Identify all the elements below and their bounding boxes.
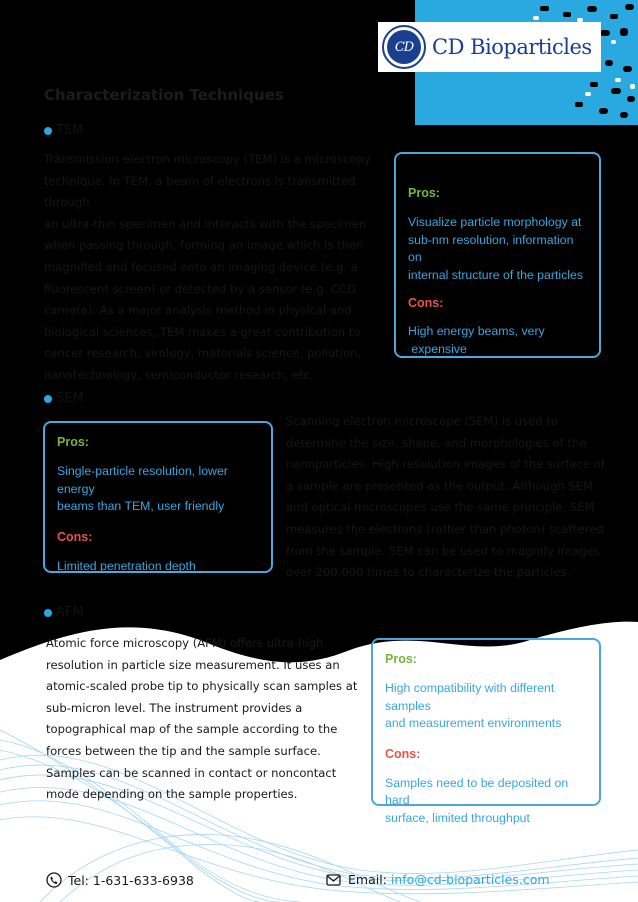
text-line: expensive — [408, 341, 467, 356]
pros-label: Pros: — [385, 652, 417, 666]
cons-label: Cons: — [57, 529, 93, 544]
text-line: surface, limited throughput — [385, 810, 530, 825]
text-line: fluorescent screen) or detected by a sensor (e.g. CCD — [44, 281, 357, 296]
text-line: topographical map of the sample according to the — [46, 722, 338, 737]
sem-description — [286, 411, 616, 584]
text-line: Samples need to be deposited on hard — [385, 775, 569, 807]
pros-label: Pros: — [57, 435, 89, 449]
email-link[interactable]: info@cd-bioparticles.com — [390, 872, 550, 887]
text-line: cancer research, virology, materials science, pollution, — [44, 346, 362, 361]
logo-mark: CD — [387, 30, 421, 64]
phone-icon — [46, 872, 62, 888]
phone-number[interactable]: Tel: 1-631-633-6938 — [68, 872, 194, 888]
text-line: atomic-scaled probe tip to physically scan samples at — [46, 679, 358, 694]
cons-text — [57, 558, 259, 576]
logo-emblem — [382, 25, 426, 69]
bullet-icon — [44, 395, 52, 403]
text-line: Single-particle resolution, lower energy — [57, 464, 228, 496]
section-heading-label: AFM — [56, 605, 84, 620]
bullet-icon — [44, 609, 52, 617]
text-line: an ultra-thin specimen and interacts with the specimen — [44, 216, 367, 231]
text-line: Atomic force microscopy (AFM) offers ultra-high — [46, 636, 324, 650]
text-line: nanotechnology, semiconductor research, etc. — [44, 367, 314, 382]
text-line: High energy beams, very — [408, 324, 545, 338]
section-heading-tem — [44, 123, 83, 138]
afm-description — [46, 633, 366, 806]
text-line: technique. In TEM, a beam of electrons is transmitted through — [44, 173, 356, 210]
text-line: sub-micron level. The instrument provides a — [46, 700, 303, 715]
cons-text — [385, 775, 587, 828]
text-line: Samples can be scanned in contact or noncontact — [46, 765, 337, 780]
text-line: Limited penetration depth — [57, 558, 196, 573]
sem-pros-cons-box — [43, 421, 273, 573]
text-line: resolution in particle size measurement. It uses an — [46, 657, 340, 672]
pros-text — [408, 214, 587, 284]
text-line: forces between the tip and the sample surface. — [46, 743, 321, 758]
text-line: when passing through, forming an image which is then — [44, 238, 364, 253]
afm-pros-cons-box — [371, 638, 601, 825]
text-line: and optical microscopes use the same principle, SEM — [286, 500, 595, 515]
section-heading-sem — [44, 391, 84, 406]
pros-text — [57, 463, 259, 516]
text-line: determine the size, shape, and morphologies of the — [286, 435, 587, 450]
footer-email — [326, 872, 550, 887]
email-label: Email: — [348, 872, 391, 887]
section-heading-label: TEM — [56, 123, 84, 138]
text-line: sub-nm resolution, information on — [408, 232, 574, 264]
section-heading-afm — [44, 605, 84, 620]
footer-phone — [46, 872, 194, 888]
text-line: measures the electrons (rather than photon) scattered — [286, 521, 604, 536]
cons-label: Cons: — [385, 746, 421, 761]
pros-text — [385, 680, 587, 733]
envelope-icon — [326, 874, 341, 886]
text-line: Transmission electron microscopy (TEM) is a microscopy — [44, 152, 371, 166]
tem-description — [44, 149, 394, 387]
text-line: over 200,000 times to characterize the particles. — [286, 565, 571, 580]
text-line: from the sample. SEM can be used to magnify images — [286, 543, 600, 558]
text-line: camera). As a major analysis method in physical and — [44, 303, 352, 318]
text-line: internal structure of the particles — [408, 267, 583, 282]
text-line: a sample are presented as the output. Although SEM — [286, 478, 594, 493]
text-line: magnified and focused onto an imaging device (e.g. a — [44, 259, 358, 274]
cons-text — [408, 323, 587, 358]
tem-pros-cons-box — [394, 152, 601, 358]
text-line: beams than TEM, user friendly — [57, 499, 225, 513]
bullet-icon — [44, 127, 52, 135]
text-line: and measurement environments — [385, 716, 562, 730]
text-line: High compatibility with different samples — [385, 681, 555, 713]
cons-label: Cons: — [408, 296, 444, 310]
section-heading-label: SEM — [56, 391, 84, 406]
brand-name: CD Bioparticles — [432, 35, 592, 59]
text-line: Scanning electron microscope (SEM) is used to — [286, 414, 558, 428]
pros-label: Pros: — [408, 186, 440, 200]
brand-logo — [378, 22, 601, 72]
text-line: Visualize particle morphology at — [408, 215, 582, 229]
text-line: nanoparticles. High resolution images of the surface of — [286, 457, 605, 472]
text-line: biological sciences, TEM makes a great contribution to — [44, 324, 361, 339]
page-title: Characterization Techniques — [44, 86, 284, 104]
text-line: mode depending on the sample properties. — [46, 787, 298, 802]
